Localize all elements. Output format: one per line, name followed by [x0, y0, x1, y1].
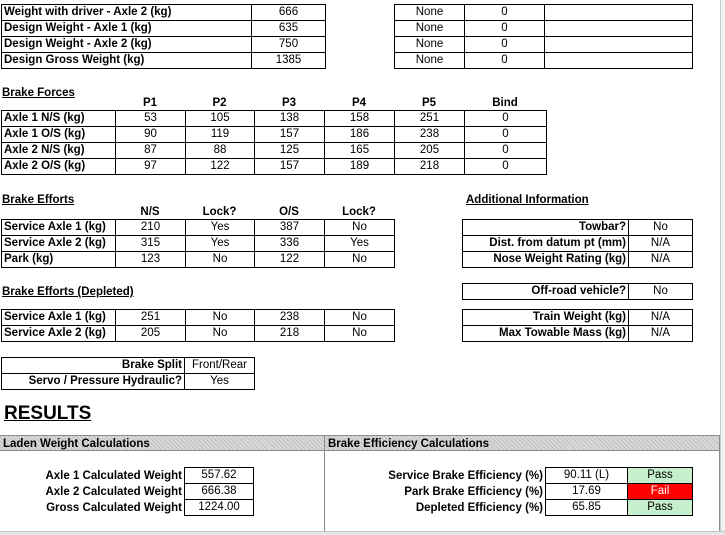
- cell-value[interactable]: 65.85: [546, 500, 628, 516]
- horizontal-scrollbar[interactable]: [0, 531, 725, 535]
- row-label: Nose Weight Rating (kg): [463, 252, 629, 268]
- cell-value[interactable]: 90.11 (L): [546, 468, 628, 484]
- efficiency-values-table: [545, 467, 693, 516]
- cell-value[interactable]: 157: [255, 127, 325, 143]
- column-header: Bind: [492, 97, 518, 109]
- table-row: [463, 326, 693, 342]
- cell-value[interactable]: 158: [325, 111, 395, 127]
- table-row: [2, 220, 395, 236]
- table-row: [2, 143, 547, 159]
- row-label: Axle 1 N/S (kg): [2, 111, 116, 127]
- cell-value[interactable]: None: [395, 53, 465, 69]
- table-row: [2, 326, 395, 342]
- cell-value[interactable]: 1224.00: [185, 500, 254, 516]
- depleted-title: Brake Efforts (Depleted): [2, 286, 134, 298]
- cell-value[interactable]: Yes: [185, 374, 255, 390]
- cell-value[interactable]: N/A: [629, 236, 693, 252]
- table-row: [2, 252, 395, 268]
- cell-value[interactable]: 186: [325, 127, 395, 143]
- offroad-table: [462, 283, 693, 300]
- cell-value[interactable]: 97: [116, 159, 186, 175]
- table-row: [2, 111, 547, 127]
- cell-value[interactable]: Front/Rear: [185, 358, 255, 374]
- cell-value[interactable]: 0: [465, 111, 547, 127]
- depleted-table: [1, 309, 395, 342]
- additional-info-title: Additional Information: [466, 194, 589, 206]
- table-row: [395, 21, 693, 37]
- column-header: O/S: [279, 206, 299, 218]
- cell-empty[interactable]: [545, 37, 693, 53]
- laden-weight-header: Laden Weight Calculations: [0, 435, 324, 451]
- cell-value[interactable]: 238: [395, 127, 465, 143]
- cell-value[interactable]: 218: [395, 159, 465, 175]
- brake-forces-table: [1, 110, 547, 175]
- pass-badge: Pass: [628, 500, 693, 516]
- cell-value[interactable]: 635: [252, 21, 326, 37]
- cell-value[interactable]: 17.69: [546, 484, 628, 500]
- cell-value[interactable]: N/A: [629, 326, 693, 342]
- pass-badge: Pass: [628, 468, 693, 484]
- cell-value[interactable]: No: [186, 252, 255, 268]
- column-header: P4: [351, 97, 367, 109]
- cell-value[interactable]: No: [186, 310, 255, 326]
- row-label: Weight with driver - Axle 2 (kg): [2, 5, 252, 21]
- table-row: [546, 468, 693, 484]
- cell-value[interactable]: Yes: [325, 236, 395, 252]
- row-label: Off-road vehicle?: [463, 284, 629, 300]
- train-table: [462, 309, 693, 342]
- row-label: Design Weight - Axle 2 (kg): [2, 37, 252, 53]
- cell-value[interactable]: 105: [186, 111, 255, 127]
- cell-value[interactable]: 123: [116, 252, 186, 268]
- row-label: Service Axle 2 (kg): [2, 326, 116, 342]
- cell-value[interactable]: 53: [116, 111, 186, 127]
- laden-values-table: [184, 467, 254, 516]
- cell-value[interactable]: 122: [255, 252, 325, 268]
- column-header: Lock?: [342, 206, 376, 218]
- column-header: P3: [281, 97, 297, 109]
- cell-value[interactable]: None: [395, 21, 465, 37]
- row-label: Max Towable Mass (kg): [463, 326, 629, 342]
- laden-row-label: Gross Calculated Weight: [46, 502, 182, 514]
- cell-value[interactable]: 90: [116, 127, 186, 143]
- efficiency-row-label: Depleted Efficiency (%): [415, 502, 543, 514]
- table-row: [2, 159, 547, 175]
- cell-value[interactable]: 138: [255, 111, 325, 127]
- cell-value[interactable]: 0: [465, 21, 545, 37]
- cell-empty[interactable]: [545, 5, 693, 21]
- cell-value[interactable]: No: [325, 326, 395, 342]
- cell-value[interactable]: 750: [252, 37, 326, 53]
- cell-value[interactable]: 125: [255, 143, 325, 159]
- efficiency-row-label: Service Brake Efficiency (%): [388, 470, 543, 482]
- cell-value[interactable]: 157: [255, 159, 325, 175]
- row-label: Service Axle 2 (kg): [2, 236, 116, 252]
- table-row: [463, 252, 693, 268]
- column-header: P2: [212, 97, 227, 109]
- table-row: [2, 358, 255, 374]
- row-label: Dist. from datum pt (mm): [463, 236, 629, 252]
- table-row: [395, 53, 693, 69]
- cell-value[interactable]: No: [325, 252, 395, 268]
- table-row: [185, 500, 254, 516]
- cell-value[interactable]: 387: [255, 220, 325, 236]
- weights-table: [1, 4, 326, 69]
- cell-value[interactable]: 210: [116, 220, 186, 236]
- cell-value[interactable]: No: [325, 220, 395, 236]
- table-row: [2, 374, 255, 390]
- table-row: [2, 37, 326, 53]
- additional-info-table: [462, 219, 693, 268]
- table-row: [463, 220, 693, 236]
- cell-empty[interactable]: [545, 53, 693, 69]
- cell-value[interactable]: 557.62: [185, 468, 254, 484]
- column-header: N/S: [140, 206, 160, 218]
- cell-value[interactable]: 336: [255, 236, 325, 252]
- brake-efficiency-header: Brake Efficiency Calculations: [324, 435, 720, 451]
- table-row: [463, 284, 693, 300]
- row-label: Axle 2 O/S (kg): [2, 159, 116, 175]
- column-header: Lock?: [202, 206, 237, 218]
- weights-right-table: [394, 4, 693, 69]
- table-row: [395, 37, 693, 53]
- cell-value[interactable]: None: [395, 5, 465, 21]
- row-label: Service Axle 1 (kg): [2, 310, 116, 326]
- cell-value[interactable]: 1385: [252, 53, 326, 69]
- results-title: RESULTS: [4, 403, 92, 424]
- table-row: [2, 310, 395, 326]
- cell-value[interactable]: None: [395, 37, 465, 53]
- cell-value[interactable]: Yes: [186, 236, 255, 252]
- cell-value[interactable]: N/A: [629, 252, 693, 268]
- cell-value[interactable]: 0: [465, 159, 547, 175]
- cell-value[interactable]: 88: [186, 143, 255, 159]
- cell-value[interactable]: 0: [465, 127, 547, 143]
- table-row: [463, 236, 693, 252]
- cell-value[interactable]: 0: [465, 5, 545, 21]
- cell-value[interactable]: 666.38: [185, 484, 254, 500]
- row-label: Servo / Pressure Hydraulic?: [2, 374, 185, 390]
- row-label: Design Weight - Axle 1 (kg): [2, 21, 252, 37]
- brake-efforts-title: Brake Efforts: [2, 194, 75, 206]
- table-row: [185, 484, 254, 500]
- row-label: Brake Split: [2, 358, 185, 374]
- cell-value[interactable]: 119: [186, 127, 255, 143]
- column-header: P5: [421, 97, 437, 109]
- row-label: Design Gross Weight (kg): [2, 53, 252, 69]
- cell-value[interactable]: 122: [186, 159, 255, 175]
- row-label: Park (kg): [2, 252, 116, 268]
- column-header: P1: [142, 97, 158, 109]
- table-row: [395, 5, 693, 21]
- cell-value[interactable]: No: [629, 284, 693, 300]
- laden-row-label: Axle 2 Calculated Weight: [45, 486, 182, 498]
- cell-empty[interactable]: [545, 21, 693, 37]
- cell-value[interactable]: 87: [116, 143, 186, 159]
- laden-row-label: Axle 1 Calculated Weight: [45, 470, 182, 482]
- cell-value[interactable]: N/A: [629, 310, 693, 326]
- cell-value[interactable]: 251: [395, 111, 465, 127]
- row-label: Axle 1 O/S (kg): [2, 127, 116, 143]
- table-row: [463, 310, 693, 326]
- cell-value[interactable]: 0: [465, 53, 545, 69]
- cell-value[interactable]: 165: [325, 143, 395, 159]
- cell-value[interactable]: 0: [465, 37, 545, 53]
- table-row: [185, 468, 254, 484]
- fail-badge: Fail: [628, 484, 693, 500]
- brake-split-table: [1, 357, 255, 390]
- panel-divider: [324, 451, 325, 535]
- table-row: [2, 21, 326, 37]
- table-row: [2, 127, 547, 143]
- brake-forces-title: Brake Forces: [2, 87, 75, 99]
- row-label: Service Axle 1 (kg): [2, 220, 116, 236]
- cell-value[interactable]: 666: [252, 5, 326, 21]
- row-label: Train Weight (kg): [463, 310, 629, 326]
- cell-value[interactable]: 205: [116, 326, 186, 342]
- cell-value[interactable]: 315: [116, 236, 186, 252]
- row-label: Axle 2 N/S (kg): [2, 143, 116, 159]
- cell-value[interactable]: Yes: [186, 220, 255, 236]
- cell-value[interactable]: 189: [325, 159, 395, 175]
- cell-value[interactable]: 251: [116, 310, 186, 326]
- table-row: [546, 500, 693, 516]
- row-label: Towbar?: [463, 220, 629, 236]
- cell-value[interactable]: 205: [395, 143, 465, 159]
- table-row: [546, 484, 693, 500]
- cell-value[interactable]: No: [629, 220, 693, 236]
- table-row: [2, 236, 395, 252]
- cell-value[interactable]: 0: [465, 143, 547, 159]
- cell-value[interactable]: No: [186, 326, 255, 342]
- vertical-scrollbar[interactable]: [720, 0, 725, 535]
- table-row: [2, 5, 326, 21]
- brake-efforts-table: [1, 219, 395, 268]
- cell-value[interactable]: No: [325, 310, 395, 326]
- cell-value[interactable]: 238: [255, 310, 325, 326]
- table-row: [2, 53, 326, 69]
- efficiency-row-label: Park Brake Efficiency (%): [404, 486, 543, 498]
- cell-value[interactable]: 218: [255, 326, 325, 342]
